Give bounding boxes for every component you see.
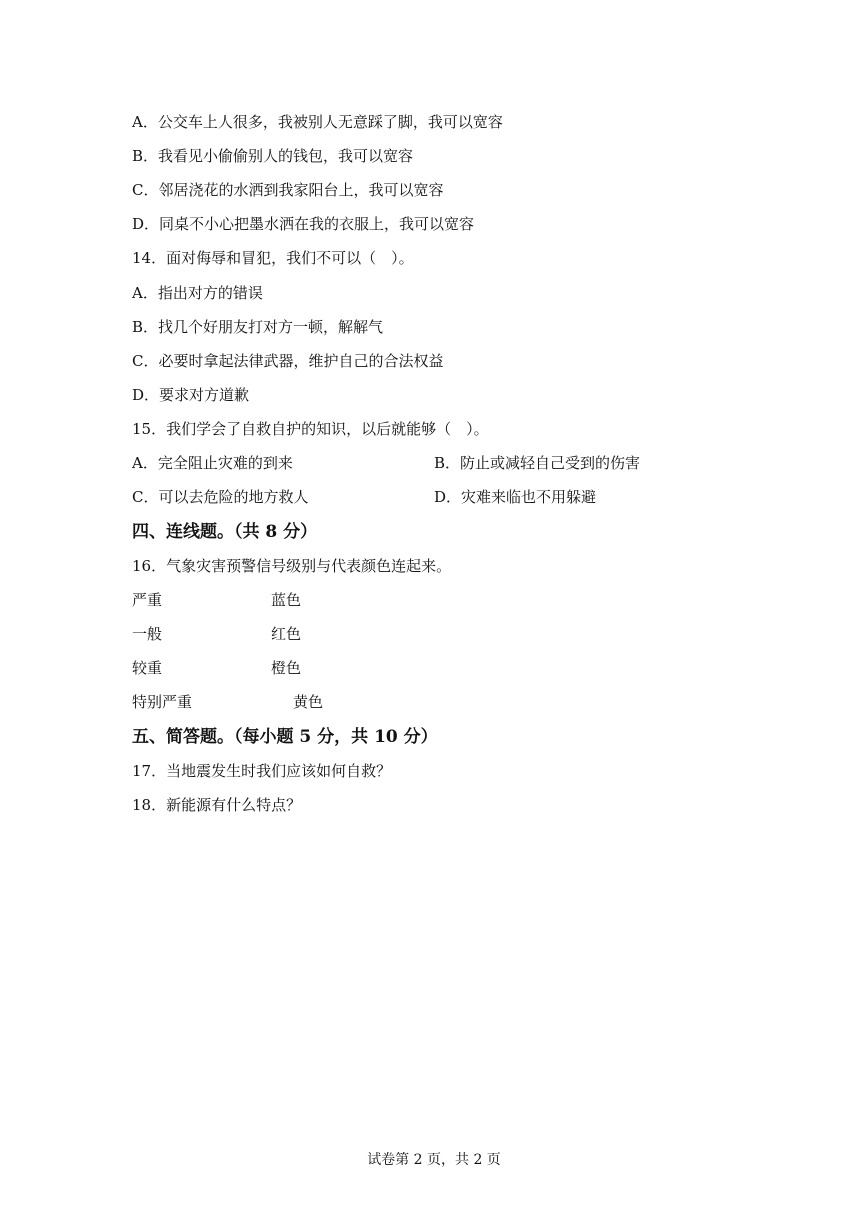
section4-heading: 四、连线题。（共 8 分）: [132, 522, 318, 542]
color-item: 橙色: [271, 659, 302, 677]
q15-stem: 15．我们学会了自救自护的知识，以后就能够（ ）。: [132, 420, 489, 438]
q14-option-c: C．必要时拿起法律武器，维护自己的合法权益: [132, 352, 444, 370]
q16-stem: 16．气象灾害预警信号级别与代表颜色连起来。: [132, 557, 452, 575]
level-item: 一般: [132, 625, 163, 643]
q15-option-b: B．防止或减轻自己受到的伤害: [434, 454, 641, 472]
page-footer: 试卷第 2 页，共 2 页: [367, 1152, 501, 1168]
color-item: 黄色: [293, 693, 324, 711]
q15-option-a: A．完全阻止灾难的到来: [132, 454, 293, 472]
q14-option-d: D．要求对方道歉: [132, 386, 250, 404]
level-item: 特别严重: [132, 693, 193, 711]
level-item: 严重: [132, 591, 163, 609]
q15-option-d: D．灾难来临也不用躲避: [434, 488, 597, 506]
q17-stem: 17．当地震发生时我们应该如何自救？: [132, 762, 392, 780]
q13-option-c: C．邻居浇花的水洒到我家阳台上，我可以宽容: [132, 181, 444, 199]
section5-heading: 五、简答题。（每小题 5 分，共 10 分）: [132, 727, 438, 747]
color-item: 蓝色: [271, 591, 302, 609]
q13-option-a: A．公交车上人很多，我被别人无意踩了脚，我可以宽容: [132, 113, 503, 131]
q13-option-d: D．同桌不小心把墨水洒在我的衣服上，我可以宽容: [132, 215, 475, 233]
q18-stem: 18．新能源有什么特点？: [132, 796, 302, 814]
color-item: 红色: [271, 625, 302, 643]
q14-stem: 14．面对侮辱和冒犯，我们不可以（ ）。: [132, 249, 414, 267]
q14-option-b: B．找几个好朋友打对方一顿，解解气: [132, 318, 384, 336]
level-item: 较重: [132, 659, 163, 677]
q14-option-a: A．指出对方的错误: [132, 284, 263, 302]
q13-option-b: B．我看见小偷偷别人的钱包，我可以宽容: [132, 147, 414, 165]
q15-option-c: C．可以去危险的地方救人: [132, 488, 309, 506]
